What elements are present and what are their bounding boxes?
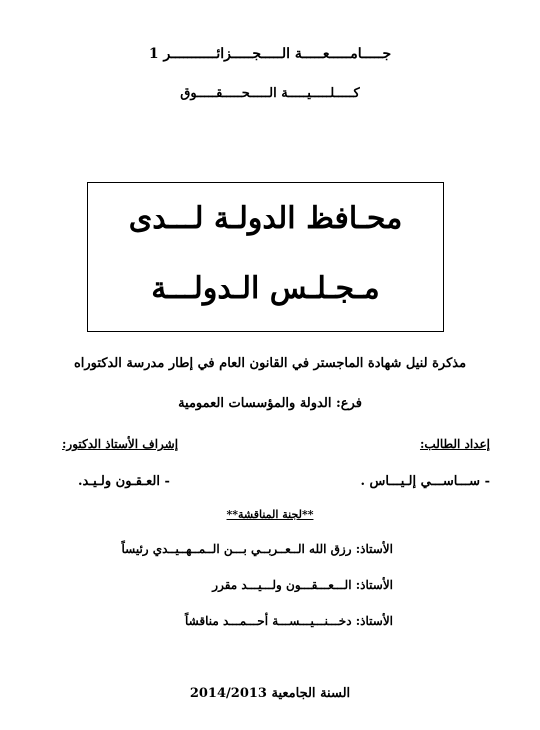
supervision-label: إشراف الأستاذ الدكتور: (62, 437, 179, 451)
branch-label: فرع: الدولة والمؤسسات العمومية (178, 396, 362, 411)
committee-member-1: الأستاذ: رزق الله الــعــربــي بـــن الــمــهــيــدي رئيساً (121, 542, 393, 556)
title-box (87, 182, 444, 332)
committee-member-3: الأستاذ: دخـــنـــيـــســـة أحـــمـــد مناقشاً (184, 614, 393, 628)
committee-member-2: الأستاذ: الـــعـــقـــون ولـــيـــد مقرر (212, 578, 393, 592)
preparation-label: إعداد الطالب: (419, 437, 490, 451)
thesis-title-line-2: مـجـلـس الـدولـــة (151, 271, 380, 306)
faculty-name: كـــــلـــــيـــــة الـــــحـــــقـــــوق (180, 86, 360, 101)
student-name: - ســـاســـي إلـيـــاس . (360, 474, 490, 489)
committee-title: **لجنة المناقشة** (226, 508, 314, 521)
academic-year: السنة الجامعية 2014/2013 (189, 686, 351, 701)
supervisor-name: - العـقـون ولـيـد. (78, 474, 170, 489)
university-name: جـــــامـــــعـــــة الـــــجـــــزائـــــــــــر 1 (148, 46, 392, 62)
thesis-subtitle: مذكرة لنيل شهادة الماجستر في القانون العام في إطار مدرسة الدكتوراه (73, 356, 467, 371)
thesis-title-line-1: محـافظ الدولـة لـــدى (128, 201, 403, 236)
